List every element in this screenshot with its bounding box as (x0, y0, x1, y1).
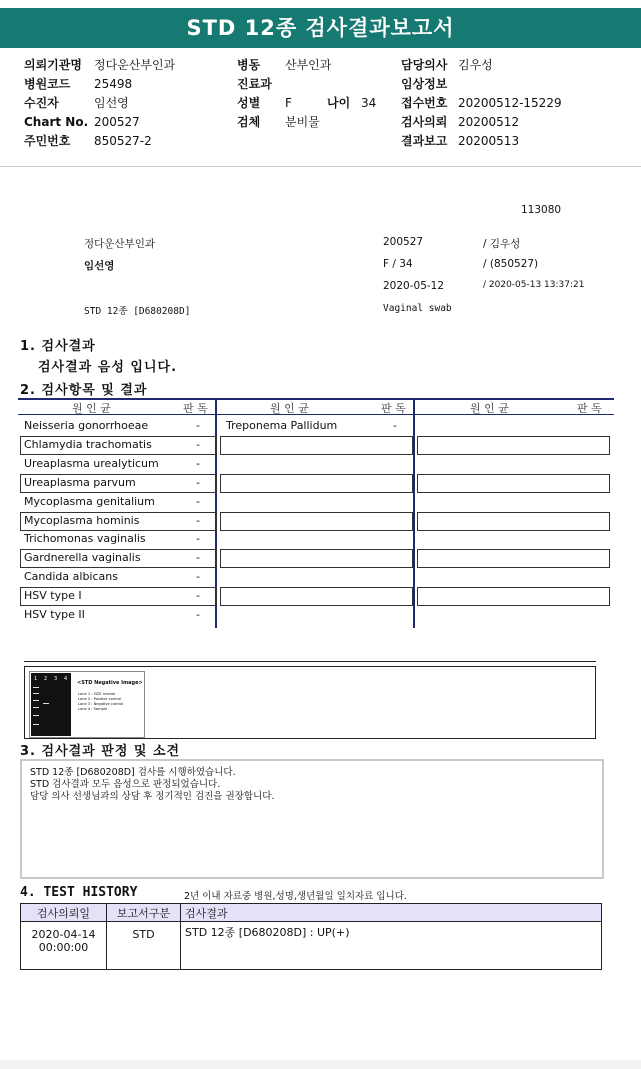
summary-hospital: 정다운산부인과 (84, 238, 156, 250)
request-date-label: 검사의뢰 (401, 115, 448, 129)
col2-organism-header: 원 인 균 (270, 402, 309, 415)
chart-no-value: 200527 (94, 115, 140, 129)
report-date-value: 20200513 (458, 134, 520, 148)
summary-doctor: / 김우성 (483, 238, 521, 250)
age-label: 나이 (327, 96, 351, 110)
gel-legend-line: Lane 3 : Negative control (78, 702, 124, 706)
header-divider (0, 166, 641, 167)
col3-result-header: 판 독 (577, 402, 602, 415)
gel-legend-line: Lane 4 : Sample (78, 707, 108, 711)
section1-result-text: 검사결과 음성 입니다. (38, 360, 178, 375)
header-col3 (401, 56, 562, 151)
history-col-date: 검사의뢰일 (21, 904, 107, 922)
organism-result: - (196, 532, 200, 546)
doctor-value: 김우성 (458, 58, 493, 72)
summary-birth: / (850527) (483, 258, 539, 270)
summary-chart: 200527 (383, 236, 424, 248)
hospital-code-label: 병원코드 (24, 77, 71, 91)
result-row-box (220, 436, 413, 455)
result-row-box (417, 549, 610, 568)
result-row-box (417, 474, 610, 493)
gel-electrophoresis-icon (31, 673, 71, 736)
results-col-divider-2 (413, 398, 415, 628)
history-col-type: 보고서구분 (107, 904, 181, 922)
organism-name: HSV type II (24, 608, 85, 621)
organism-result: - (196, 475, 200, 489)
history-date: 2020-04-14 (31, 928, 96, 941)
history-note: 2년 이내 자료중 병원,성명,생년월일 일치자료 입니다. (184, 891, 407, 902)
summary-test-name: STD 12종 [D680208D] (84, 306, 191, 317)
organism-name: Neisseria gonorrhoeae (24, 419, 149, 432)
summary-code: 113080 (521, 204, 562, 216)
history-date-cell (21, 922, 107, 970)
institution-value: 정다운산부인과 (94, 58, 176, 72)
result-row-box (220, 587, 413, 606)
gel-title: <STD Negative Image> (77, 680, 143, 686)
organism-name: Gardnerella vaginalis (24, 551, 141, 565)
organism-name: Ureaplasma parvum (24, 475, 136, 489)
opinion-line: STD 12종 [D680208D] 검사를 시행하였습니다. (30, 767, 236, 778)
gel-top-rule (24, 661, 596, 662)
organism-result: - (196, 513, 200, 527)
result-row-box (417, 436, 610, 455)
lane-label: 3 (54, 676, 58, 682)
organism-name: Mycoplasma hominis (24, 513, 140, 527)
organism-result: - (196, 589, 200, 603)
report-date-label: 결과보고 (401, 134, 448, 148)
gel-image-frame (24, 666, 596, 739)
lane-label: 1 (34, 676, 38, 682)
receipt-no-value: 20200512-15229 (458, 96, 562, 110)
header-col2 (237, 56, 376, 132)
opinion-box (20, 759, 604, 879)
age-value: 34 (361, 96, 377, 110)
result-row-box (220, 549, 413, 568)
summary-sex-age: F / 34 (383, 258, 413, 270)
resident-no-label: 주민번호 (24, 134, 71, 148)
summary-report-datetime: / 2020-05-13 13:37:21 (483, 280, 585, 290)
organism-result: - (196, 437, 200, 451)
gel-legend-line: Lane 1 : SIZE marker (78, 692, 116, 696)
clinical-info-label: 임상정보 (401, 77, 448, 91)
history-col-result: 검사결과 (181, 904, 602, 922)
request-date-value: 20200512 (458, 115, 520, 129)
specimen-value: 분비물 (285, 115, 320, 129)
specimen-label: 검체 (237, 115, 261, 129)
col3-organism-header: 원 인 균 (470, 402, 509, 415)
summary-receipt-date: 2020-05-12 (383, 280, 445, 292)
gel-legend (78, 692, 123, 712)
organism-result: - (393, 419, 397, 432)
opinion-line: 담당 의사 선생님과의 상담 후 정기적인 검진을 권장합니다. (30, 791, 275, 802)
organism-result: - (196, 494, 200, 508)
chart-no-label: Chart No. (24, 115, 89, 129)
result-row-box (220, 512, 413, 531)
result-row-box (417, 587, 610, 606)
organism-name: HSV type I (24, 589, 82, 603)
history-time: 00:00:00 (38, 941, 89, 954)
organism-name: Treponema Pallidum (226, 419, 338, 432)
result-row-box (220, 474, 413, 493)
organism-name: Chlamydia trachomatis (24, 437, 152, 451)
section4-title: 4. TEST HISTORY (20, 885, 138, 900)
institution-label: 의뢰기관명 (24, 58, 82, 72)
organism-result: - (196, 608, 200, 621)
hospital-code-value: 25498 (94, 77, 133, 91)
ward-value: 산부인과 (285, 58, 332, 72)
history-type: STD (107, 922, 181, 970)
section3-title: 3. 검사결과 판정 및 소견 (20, 744, 181, 759)
patient-label: 수진자 (24, 96, 59, 110)
sex-label: 성별 (237, 96, 261, 110)
gel-image (29, 671, 145, 738)
ward-label: 병동 (237, 58, 261, 72)
gel-legend-line: Lane 2 : Positive control (78, 697, 122, 701)
lane-label: 4 (64, 676, 68, 682)
summary-specimen: Vaginal swab (383, 303, 452, 314)
history-row[interactable] (21, 922, 602, 970)
history-result: STD 12종 [D680208D] : UP(+) (181, 922, 602, 970)
section1-title: 1. 검사결과 (20, 339, 96, 354)
section2-title: 2. 검사항목 및 결과 (20, 383, 148, 398)
patient-value: 임선영 (94, 96, 129, 110)
organism-result: - (196, 551, 200, 565)
organism-name: Trichomonas vaginalis (24, 532, 146, 546)
department-label: 진료과 (237, 77, 272, 91)
summary-patient: 임선영 (84, 260, 115, 272)
organism-result: - (196, 570, 200, 584)
col2-result-header: 판 독 (381, 402, 406, 415)
sex-value: F (285, 96, 292, 110)
organism-name: Candida albicans (24, 570, 118, 584)
organism-name: Mycoplasma genitalium (24, 494, 155, 508)
history-header-row (21, 904, 602, 922)
organism-result: - (196, 456, 200, 470)
organism-result: - (196, 419, 200, 432)
lane-label: 2 (44, 676, 48, 682)
opinion-line: STD 검사결과 모두 음성으로 판정되었습니다. (30, 779, 221, 790)
resident-no-value: 850527-2 (94, 134, 152, 148)
header-col1 (24, 56, 175, 151)
col1-organism-header: 원 인 균 (72, 402, 111, 415)
col1-result-header: 판 독 (183, 402, 208, 415)
history-table (20, 903, 602, 970)
result-row-box (417, 512, 610, 531)
doctor-label: 담당의사 (401, 58, 448, 72)
receipt-no-label: 접수번호 (401, 96, 448, 110)
organism-name: Ureaplasma urealyticum (24, 456, 159, 470)
report-title: STD 12종 검사결과보고서 (0, 8, 641, 48)
